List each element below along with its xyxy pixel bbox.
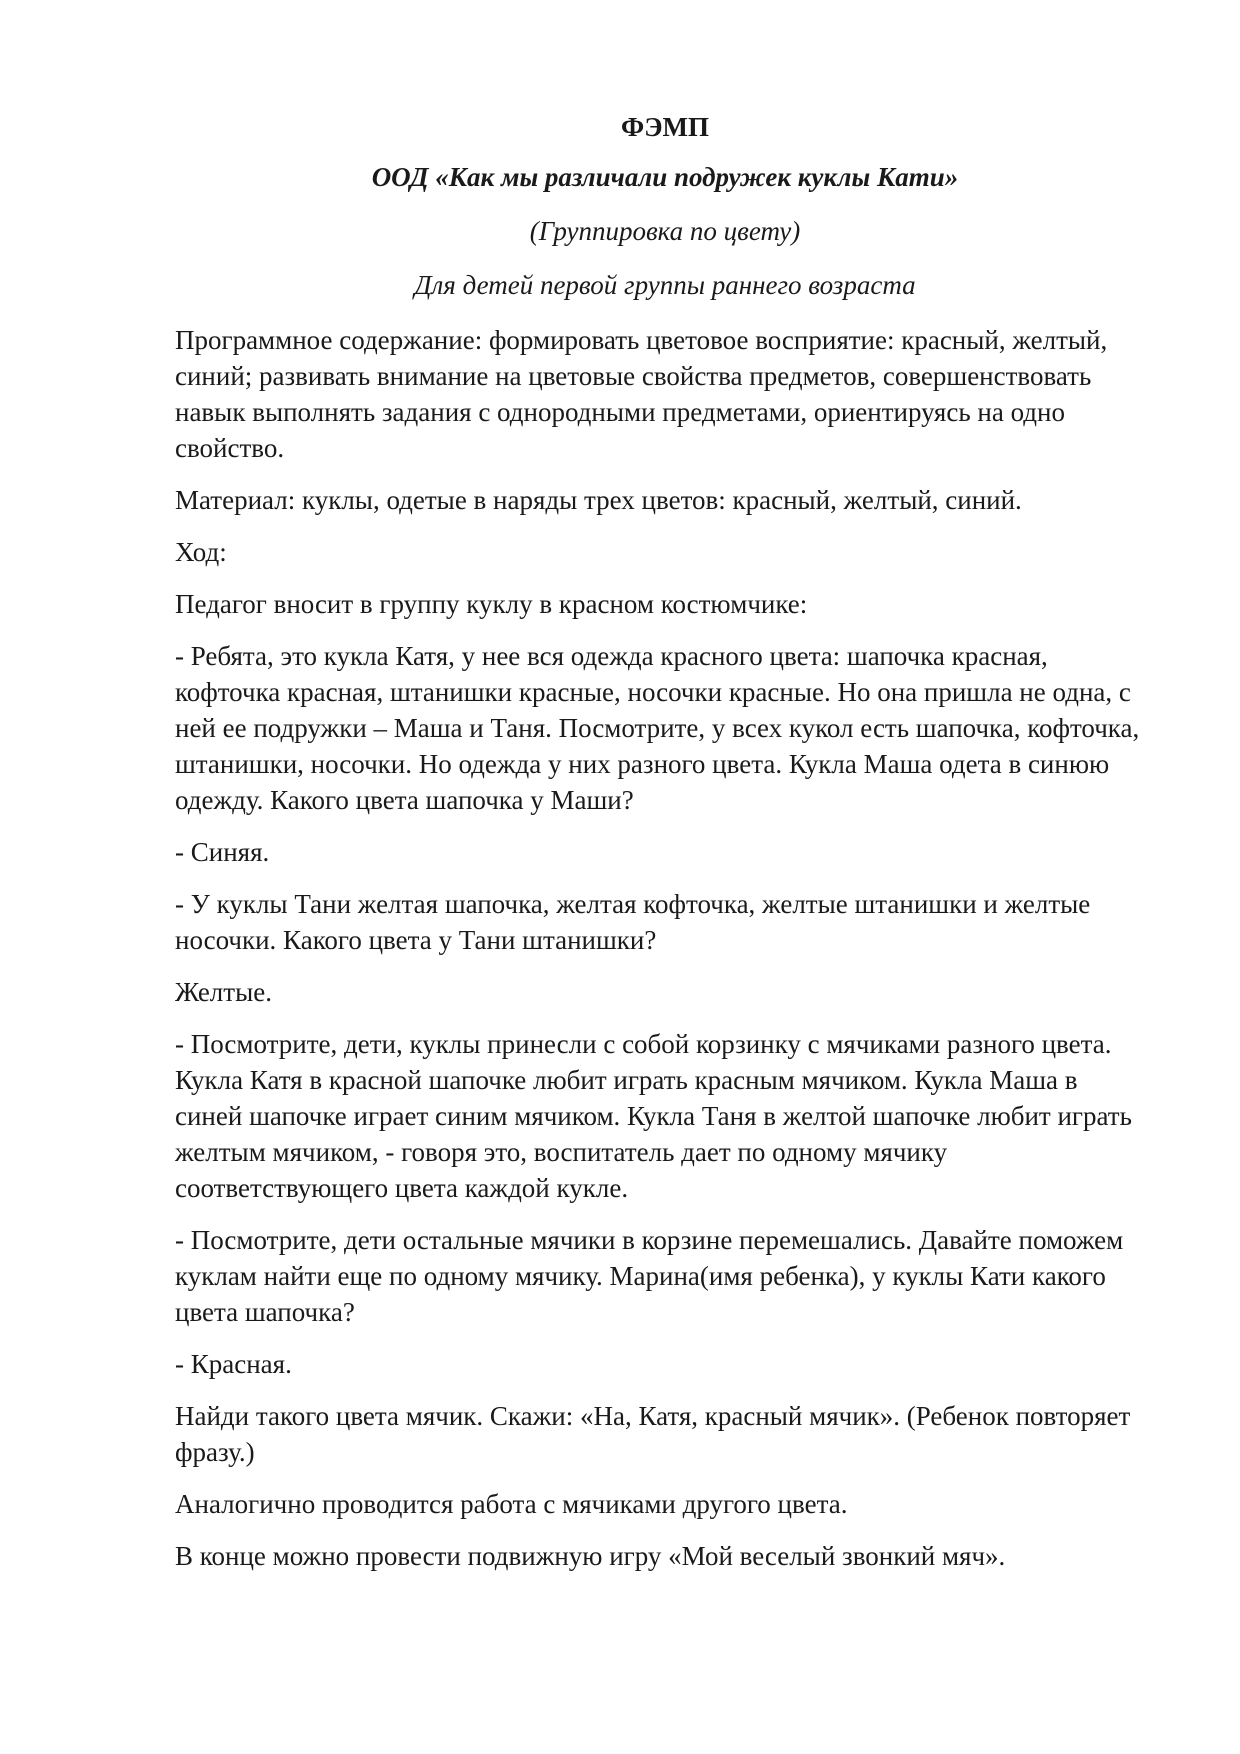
paragraph-answer-blue: - Синяя. <box>175 837 270 867</box>
document-title: ФЭМП <box>621 112 709 142</box>
target-audience: Для детей первой группы раннего возраста <box>414 270 916 300</box>
paragraph-final-game: В конце можно провести подвижную игру «Мой веселый звонкий мяч». <box>175 1541 1006 1571</box>
lesson-title: ООД «Как мы различали подружек куклы Кати» <box>371 162 959 192</box>
paragraph-basket-balls: - Посмотрите, дети, куклы принесли с собой корзинку с мячиками разного цвета. Кукла Катя в красной шапочке любит играть красным мячиком. Кукла Маша в синей шапочке играет синим мячиком. Кукла Таня в желтой шапочке любит играть желтым мячиком, - говоря это, воспитатель дает по одному мячику соответствующего цвета каждой кукле. <box>175 1029 1132 1203</box>
paragraph-progress-heading: Ход: <box>175 537 227 567</box>
paragraph-similarly: Аналогично проводится работа с мячиками другого цвета. <box>175 1489 848 1519</box>
paragraph-answer-red: - Красная. <box>175 1349 292 1379</box>
paragraph-doll-katya: - Ребята, это кукла Катя, у нее вся одежда красного цвета: шапочка красная, кофточка красная, штанишки красные, носочки красные. Но она пришла не одна, с ней ее подружки – Маша и Таня. Посмотрите, у всех кукол есть шапочка, кофточка, штанишки, носочки. Но одежда у них разного цвета. Кукла Маша одета в синюю одежду. Какого цвета шапочка у Маши? <box>175 641 1140 815</box>
paragraph-program-content: Программное содержание: формировать цветовое восприятие: красный, желтый, синий; развивать внимание на цветовые свойства предметов, совершенствовать навык выполнять задания с однородными предметами, ориентируясь на одно свойство. <box>175 325 1108 463</box>
paragraph-doll-tanya: - У куклы Тани желтая шапочка, желтая кофточка, желтые штанишки и желтые носочки. Какого цвета у Тани штанишки? <box>175 889 1091 955</box>
document-body <box>175 110 1145 1590</box>
paragraph-material: Материал: куклы, одетые в наряды трех цветов: красный, желтый, синий. <box>175 485 1022 515</box>
paragraph-teacher-intro: Педагог вносит в группу куклу в красном костюмчике: <box>175 589 808 619</box>
paragraph-mixed-balls: - Посмотрите, дети остальные мячики в корзине перемешались. Давайте поможем куклам найти еще по одному мячику. Марина(имя ребенка), у куклы Кати какого цвета шапочка? <box>175 1225 1124 1327</box>
paragraph-answer-yellow: Желтые. <box>175 977 272 1007</box>
lesson-topic: (Группировка по цвету) <box>529 216 801 246</box>
paragraph-find-ball: Найди такого цвета мячик. Скажи: «На, Катя, красный мячик». (Ребенок повторяет фразу.) <box>175 1401 1131 1467</box>
